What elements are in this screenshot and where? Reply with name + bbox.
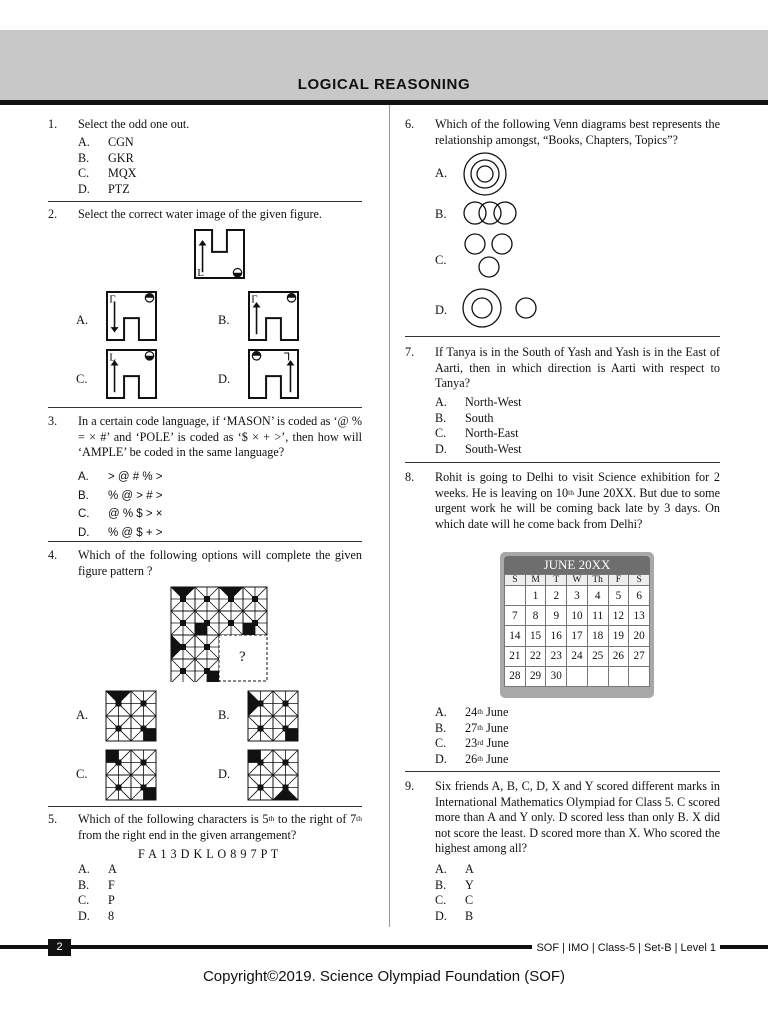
pattern-question-figure bbox=[170, 586, 272, 682]
question-text: Six friends A, B, C, D, X and Y scored different marks in International Mathematics Olympiad for Class 5. C scored more than A and Y only. D scored less than only B. X did not score the least. D scored more than X. Who scored the highest among all? bbox=[435, 779, 720, 856]
option-text: C bbox=[465, 893, 474, 907]
question-text: In a certain code language, if ‘MASON’ is coded as ‘@ % = × #’ and ‘POLE’ is coded as ‘$ × + >’, then how will ‘AMPLE’ be coded in the same language? bbox=[78, 414, 362, 460]
option-letter: D. bbox=[78, 526, 90, 539]
option-d[interactable] bbox=[435, 752, 509, 768]
option-label-b: B. bbox=[435, 207, 447, 221]
option-text: North-West bbox=[465, 395, 522, 409]
option-text: 27th June bbox=[465, 720, 509, 735]
calendar-day: 5 bbox=[608, 586, 629, 606]
option-label-a: A. bbox=[435, 166, 448, 180]
option-text: 8 bbox=[108, 908, 115, 923]
calendar-day: 10 bbox=[567, 606, 588, 626]
calendar-day: 21 bbox=[505, 646, 526, 666]
calendar-day: 4 bbox=[587, 586, 608, 606]
calendar-day: 16 bbox=[546, 626, 567, 646]
option-letter: B. bbox=[78, 877, 90, 892]
missing-piece-mark: ? bbox=[239, 649, 246, 665]
calendar-title: JUNE 20XX bbox=[504, 556, 650, 574]
question-number: 2. bbox=[48, 207, 58, 221]
option-b[interactable] bbox=[435, 411, 522, 427]
option-letter: C. bbox=[78, 508, 90, 520]
calendar-day: 22 bbox=[525, 646, 546, 666]
option-letter: A. bbox=[78, 862, 90, 876]
calendar-day: 15 bbox=[525, 626, 546, 646]
question-number: 7. bbox=[405, 345, 415, 359]
weekday-header: T bbox=[546, 575, 567, 586]
question-figure bbox=[193, 228, 246, 280]
option-b[interactable] bbox=[435, 878, 474, 894]
option-text: A bbox=[465, 862, 474, 876]
header-rule bbox=[0, 100, 768, 105]
option-letter: A. bbox=[435, 705, 447, 719]
question-2 bbox=[48, 207, 362, 227]
option-b[interactable] bbox=[78, 487, 163, 506]
option-a[interactable] bbox=[435, 395, 522, 411]
option-text: South-West bbox=[465, 441, 522, 456]
calendar-day: 29 bbox=[525, 666, 546, 686]
option-d-figure[interactable] bbox=[247, 348, 300, 400]
question-9 bbox=[405, 779, 720, 925]
calendar-grid bbox=[504, 574, 650, 687]
option-c[interactable] bbox=[435, 893, 474, 909]
option-label-a: A. bbox=[76, 313, 89, 327]
option-a[interactable] bbox=[78, 468, 163, 487]
calendar-day: 17 bbox=[567, 626, 588, 646]
option-letter: D. bbox=[435, 908, 447, 923]
option-c[interactable] bbox=[78, 166, 136, 182]
option-text: GKR bbox=[108, 150, 134, 165]
option-text: 26th June bbox=[465, 751, 509, 766]
option-text: CGN bbox=[108, 135, 134, 149]
option-letter: D. bbox=[78, 181, 90, 196]
option-letter: A. bbox=[78, 135, 90, 149]
calendar-day: 14 bbox=[505, 626, 526, 646]
option-letter: A. bbox=[435, 862, 447, 876]
option-text: 23rd June bbox=[465, 736, 509, 750]
calendar-day bbox=[505, 586, 526, 606]
options bbox=[78, 135, 136, 197]
calendar-day bbox=[567, 666, 588, 686]
option-c-figure[interactable] bbox=[105, 749, 157, 801]
question-text: Which of the following characters is 5th to the right of 7th from the right end in the given arrangement? bbox=[78, 812, 363, 842]
option-d[interactable] bbox=[435, 909, 474, 925]
option-d-figure[interactable] bbox=[247, 749, 299, 801]
option-label-a: A. bbox=[76, 708, 89, 722]
option-label-b: B. bbox=[218, 708, 230, 722]
option-text: F bbox=[108, 877, 115, 892]
option-d[interactable] bbox=[78, 524, 163, 543]
option-label-b: B. bbox=[218, 313, 230, 327]
question-text: If Tanya is in the South of Yash and Yash is in the East of Aarti, then in which direction is Aarti with respect to Tanya? bbox=[435, 345, 720, 391]
option-text: North-East bbox=[465, 426, 519, 440]
weekday-header: M bbox=[525, 575, 546, 586]
question-8-options bbox=[405, 705, 720, 771]
option-c-venn[interactable] bbox=[461, 232, 517, 280]
separator bbox=[48, 201, 362, 202]
options bbox=[435, 862, 474, 924]
option-label-c: C. bbox=[76, 372, 88, 386]
question-3 bbox=[48, 414, 362, 540]
option-letter: A. bbox=[435, 395, 447, 409]
option-b[interactable] bbox=[435, 721, 509, 737]
question-text: Which of the following options will complete the given figure pattern ? bbox=[78, 548, 362, 578]
option-text: B bbox=[465, 908, 474, 923]
calendar-day: 11 bbox=[587, 606, 608, 626]
calendar-day bbox=[629, 666, 650, 686]
footer-text: SOF | IMO | Class-5 | Set-B | Level 1 bbox=[532, 940, 720, 957]
question-number: 6. bbox=[405, 117, 415, 131]
option-text: % @ > # > bbox=[108, 489, 163, 502]
option-c-figure[interactable] bbox=[105, 348, 158, 400]
question-1 bbox=[48, 117, 362, 197]
question-text: Select the odd one out. bbox=[78, 117, 190, 131]
options bbox=[435, 395, 522, 457]
option-b-figure[interactable] bbox=[247, 690, 299, 742]
option-b[interactable] bbox=[78, 878, 117, 894]
separator bbox=[405, 771, 720, 772]
option-text: MQX bbox=[108, 166, 137, 180]
option-letter: C. bbox=[435, 893, 447, 907]
question-8 bbox=[405, 470, 720, 550]
separator bbox=[405, 462, 720, 463]
calendar-day: 30 bbox=[546, 666, 567, 686]
question-text: Rohit is going to Delhi to visit Science exhibition for 2 weeks. He is leaving on 10th June 20XX. But due to some urgent work he will be coming back late by 3 days. On which date will he come back from Delhi? bbox=[435, 470, 720, 531]
character-sequence: F A 1 3 D K L O 8 9 7 P T bbox=[138, 847, 279, 861]
option-letter: B. bbox=[435, 410, 447, 425]
page-number: 2 bbox=[48, 939, 71, 956]
option-d[interactable] bbox=[435, 442, 522, 458]
calendar-day: 2 bbox=[546, 586, 567, 606]
options bbox=[435, 705, 509, 767]
option-c[interactable] bbox=[435, 736, 509, 752]
option-text: 24th June bbox=[465, 705, 509, 719]
option-a[interactable] bbox=[435, 705, 509, 721]
weekday-header: W bbox=[567, 575, 588, 586]
separator bbox=[48, 806, 362, 807]
option-letter: A. bbox=[78, 471, 89, 483]
question-number: 5. bbox=[48, 812, 58, 826]
option-text: @ % $ > × bbox=[108, 508, 163, 520]
question-number: 1. bbox=[48, 117, 58, 131]
option-text: PTZ bbox=[108, 181, 130, 196]
option-letter: B. bbox=[435, 877, 447, 892]
calendar-day: 19 bbox=[608, 626, 629, 646]
question-6 bbox=[405, 117, 720, 149]
calendar-day: 13 bbox=[629, 606, 650, 626]
question-number: 3. bbox=[48, 414, 58, 428]
option-a[interactable] bbox=[78, 862, 117, 878]
calendar-day: 24 bbox=[567, 646, 588, 666]
separator bbox=[48, 541, 362, 542]
option-label-d: D. bbox=[435, 303, 448, 317]
question-4 bbox=[48, 548, 362, 580]
weekday-header: F bbox=[608, 575, 629, 586]
calendar-day: 26 bbox=[608, 646, 629, 666]
weekday-header: S bbox=[629, 575, 650, 586]
question-number: 9. bbox=[405, 779, 415, 793]
weekday-header: Th bbox=[587, 575, 608, 586]
option-text: A bbox=[108, 862, 117, 876]
calendar-day: 18 bbox=[587, 626, 608, 646]
separator bbox=[48, 407, 362, 408]
calendar-day: 28 bbox=[505, 666, 526, 686]
weekday-header: S bbox=[505, 575, 526, 586]
option-letter: B. bbox=[435, 720, 447, 735]
calendar-day: 7 bbox=[505, 606, 526, 626]
option-label-c: C. bbox=[76, 767, 88, 781]
option-text: > @ # % > bbox=[108, 471, 163, 483]
option-b-figure[interactable] bbox=[247, 290, 300, 342]
option-c[interactable] bbox=[78, 505, 163, 524]
option-c[interactable] bbox=[78, 893, 117, 909]
options bbox=[78, 468, 163, 542]
question-number: 4. bbox=[48, 548, 58, 562]
calendar-day: 20 bbox=[629, 626, 650, 646]
option-b[interactable] bbox=[78, 151, 136, 167]
option-letter: C. bbox=[78, 166, 90, 180]
svg-text:Γ: Γ bbox=[109, 293, 116, 306]
option-c[interactable] bbox=[435, 426, 522, 442]
question-7 bbox=[405, 345, 720, 463]
question-number: 8. bbox=[405, 470, 415, 484]
option-d[interactable] bbox=[78, 909, 117, 925]
option-a[interactable] bbox=[435, 862, 474, 878]
column-divider bbox=[389, 105, 390, 927]
copyright: Copyright©2019. Science Olympiad Foundation (SOF) bbox=[202, 968, 566, 985]
calendar-day: 6 bbox=[629, 586, 650, 606]
svg-text:Γ: Γ bbox=[251, 293, 258, 306]
svg-text:L: L bbox=[109, 351, 116, 364]
question-5 bbox=[48, 812, 362, 924]
calendar-day: 3 bbox=[567, 586, 588, 606]
option-letter: C. bbox=[78, 893, 90, 907]
calendar-day: 27 bbox=[629, 646, 650, 666]
option-text: South bbox=[465, 410, 494, 425]
option-label-d: D. bbox=[218, 767, 231, 781]
options bbox=[78, 862, 117, 924]
option-letter: D. bbox=[435, 751, 447, 766]
calendar-day: 23 bbox=[546, 646, 567, 666]
svg-text:L: L bbox=[197, 266, 204, 279]
calendar-day bbox=[608, 666, 629, 686]
option-a-figure[interactable] bbox=[105, 690, 157, 742]
option-letter: C. bbox=[435, 426, 447, 440]
option-text: P bbox=[108, 893, 115, 907]
option-letter: D. bbox=[435, 441, 447, 456]
calendar bbox=[500, 552, 654, 698]
option-letter: C. bbox=[435, 736, 447, 750]
option-letter: D. bbox=[78, 908, 90, 923]
question-text: Select the correct water image of the given figure. bbox=[78, 207, 322, 221]
option-label-c: C. bbox=[435, 253, 447, 267]
calendar-day: 12 bbox=[608, 606, 629, 626]
option-a-figure[interactable] bbox=[105, 290, 158, 342]
option-label-d: D. bbox=[218, 372, 231, 386]
option-text: % @ $ + > bbox=[108, 526, 163, 539]
option-a-venn[interactable] bbox=[461, 150, 509, 198]
option-letter: B. bbox=[78, 489, 89, 502]
option-text: Y bbox=[465, 877, 474, 892]
svg-text:⅂: ⅂ bbox=[284, 351, 291, 364]
page-title: LOGICAL REASONING bbox=[297, 76, 471, 93]
calendar-day: 25 bbox=[587, 646, 608, 666]
option-d-venn[interactable] bbox=[461, 287, 541, 329]
question-text: Which of the following Venn diagrams best represents the relationship amongst, “Books, Chapters, Topics”? bbox=[435, 117, 720, 147]
calendar-day bbox=[587, 666, 608, 686]
option-d[interactable] bbox=[78, 182, 136, 198]
calendar-day: 9 bbox=[546, 606, 567, 626]
option-a[interactable] bbox=[78, 135, 136, 151]
calendar-day: 1 bbox=[525, 586, 546, 606]
calendar-day: 8 bbox=[525, 606, 546, 626]
separator bbox=[405, 336, 720, 337]
option-b-venn[interactable] bbox=[462, 200, 518, 226]
option-letter: B. bbox=[78, 150, 90, 165]
